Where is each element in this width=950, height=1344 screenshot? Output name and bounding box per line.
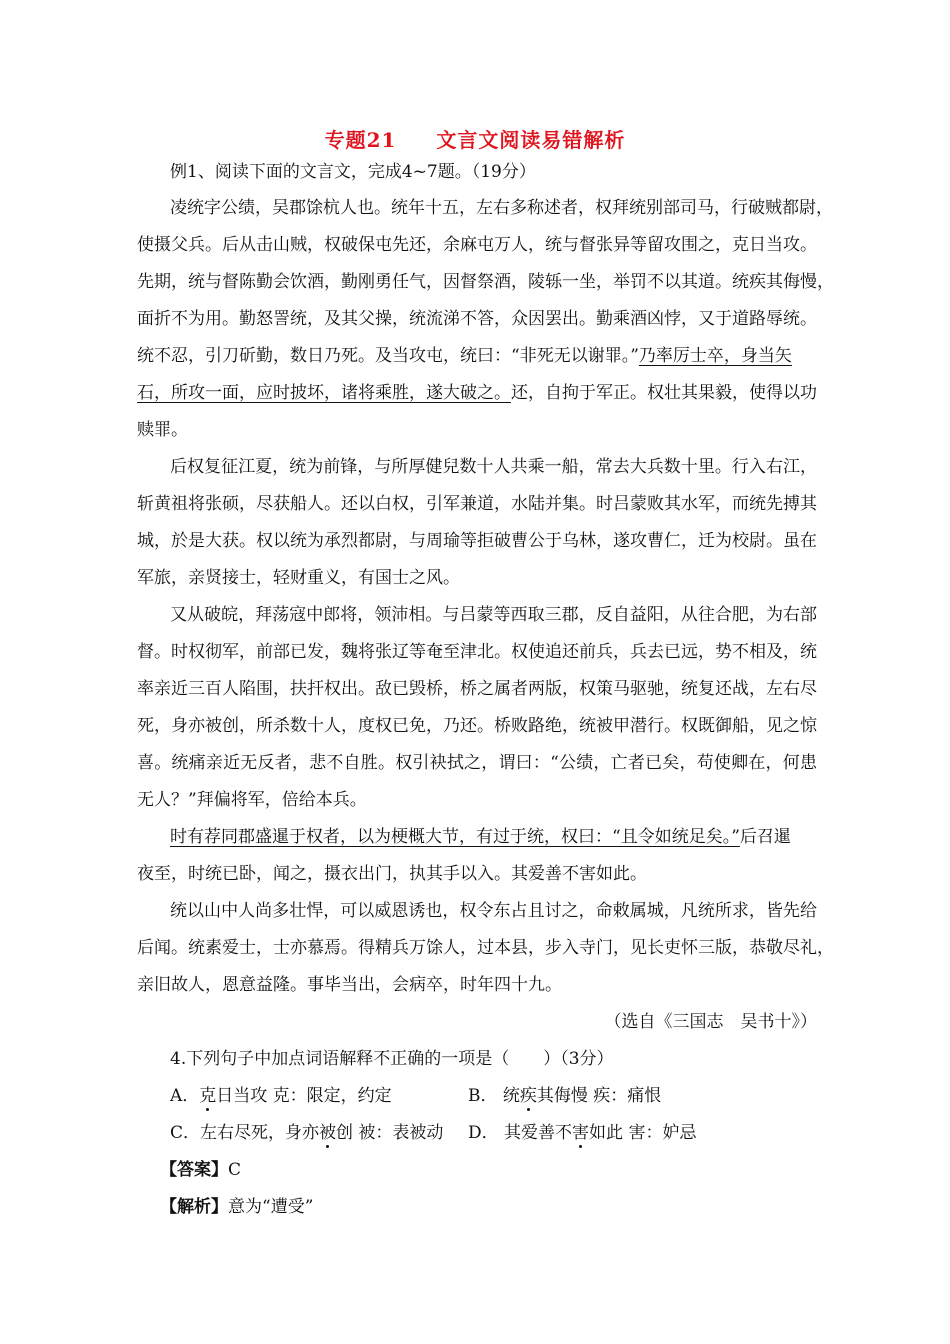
paragraph-line: 督。时权彻军，前部已发，魏将张辽等奄至津北。权使追还前兵，兵去已远，势不相及，统 (137, 642, 817, 662)
paragraph-line: 斩黄祖将张硕，尽获船人。还以白权，引军兼道，水陆并集。时吕蒙败其水军，而统先搏其 (137, 494, 817, 514)
analysis-line (160, 1195, 840, 1219)
answer-value: C (228, 1160, 242, 1180)
title-topic-name: 文言文阅读易错解析 (436, 128, 626, 152)
paragraph-line: 凌统字公绩，吴郡馀杭人也。统年十五，左右多称述者，权拜统别部司马，行破贼都尉， (170, 198, 833, 218)
answer-label: 【答案】 (160, 1160, 228, 1180)
paragraph-line: 城，於是大获。权以统为承烈都尉，与周瑜等拒破曹公于乌林，遂攻曹仁，迁为校尉。虽在 (137, 531, 817, 551)
dotted-word: 被 (319, 1123, 337, 1143)
paragraph-line: 军旅，亲贤接士，轻财重义，有国士之风。 (137, 568, 460, 588)
underlined-sentence: 乃率厉士卒，身当矢 (638, 346, 792, 366)
paragraph-line: 死，身亦被创，所杀数十人，度权已免，乃还。桥败路绝，统被甲潜行。权既御船，见之惊 (137, 716, 817, 736)
answer-line (160, 1158, 840, 1182)
paragraph-line (137, 344, 817, 368)
source-citation: （选自《三国志 吴书十》） (604, 1012, 817, 1032)
paragraph-line (170, 825, 850, 849)
paragraph-line: 又从破皖，拜荡寇中郎将，领沛相。与吕蒙等西取三郡，反自益阳，从往合肥，为右部 (170, 605, 817, 625)
paragraph-line (137, 381, 817, 405)
option-a: A．克日当攻 克：限定，约定 (170, 1086, 392, 1106)
paragraph-line: 喜。统痛亲近无反者，悲不自胜。权引袂拭之，谓曰：“公绩，亡者已矣，苟使卿在，何患 (137, 753, 817, 773)
option-b: B． 统疾其侮慢 疾：痛恨 (468, 1086, 662, 1106)
paragraph-line: 统以山中人尚多壮悍，可以威恩诱也，权令东占且讨之，命敕属城，凡统所求，皆先给 (170, 901, 817, 921)
paragraph-line: 率亲近三百人陷围，扶扞权出。敌已毁桥，桥之属者两版，权策马驱驰，统复还战，左右尽 (137, 679, 817, 699)
paragraph-line: 面折不为用。勤怒詈统，及其父操，统流涕不答，众因罢出。勤乘酒凶悖，又于道路辱统。 (137, 309, 817, 329)
option-c: C．左右尽死，身亦被创 被：表被动 (170, 1123, 444, 1143)
analysis-value: 意为“遭受” (228, 1197, 314, 1217)
paragraph-text: 后召暹 (739, 827, 791, 847)
paragraph-line: 亲旧故人，恩意益隆。事毕当出，会病卒，时年四十九。 (137, 975, 562, 995)
example-intro: 例1、阅读下面的文言文，完成4~7题。（19分） (170, 162, 536, 182)
paragraph-line: 后闻。统素爱士，士亦慕焉。得精兵万馀人，过本县，步入寺门，见长吏怀三版，恭敬尽礼， (137, 938, 834, 958)
dotted-word: 疾 (519, 1086, 537, 1106)
underlined-sentence: 时有荐同郡盛暹于权者，以为梗概大节，有过于统，权曰：“且令如统足矣。” (170, 827, 740, 847)
paragraph-line: 夜至，时统已卧，闻之，摄衣出门，执其手以入。其爱善不害如此。 (137, 864, 647, 884)
underlined-sentence: 石，所攻一面，应时披坏，诸将乘胜，遂大破之。 (137, 383, 511, 403)
page-title (0, 124, 950, 153)
paragraph-line: 先期，统与督陈勤会饮酒，勤刚勇任气，因督祭酒，陵轹一坐，举罚不以其道。统疾其侮慢， (137, 272, 834, 292)
paragraph-line: 赎罪。 (137, 420, 188, 440)
title-topic-number: 专题21 (324, 128, 397, 152)
paragraph-line: 使摄父兵。后从击山贼，权破保屯先还，余麻屯万人，统与督张异等留攻围之，克日当攻。 (137, 235, 817, 255)
analysis-label: 【解析】 (160, 1197, 228, 1217)
dotted-word: 克 (199, 1086, 217, 1106)
option-d: D． 其爱善不害如此 害：妒忌 (468, 1123, 697, 1143)
question-stem: 4.下列句子中加点词语解释不正确的一项是（ ）（3分） (170, 1049, 614, 1069)
paragraph-text: 还，自拘于军正。权壮其果毅，使得以功 (511, 383, 817, 403)
paragraph-line: 后权复征江夏，统为前锋，与所厚健兒数十人共乘一船，常去大兵数十里。行入右江， (170, 457, 817, 477)
paragraph-text: 统不忍，引刀斫勤，数日乃死。及当攻屯，统曰：“非死无以谢罪。” (137, 346, 639, 366)
dotted-word: 害 (572, 1123, 590, 1143)
paragraph-line: 无人？”拜偏将军，倍给本兵。 (137, 790, 367, 810)
